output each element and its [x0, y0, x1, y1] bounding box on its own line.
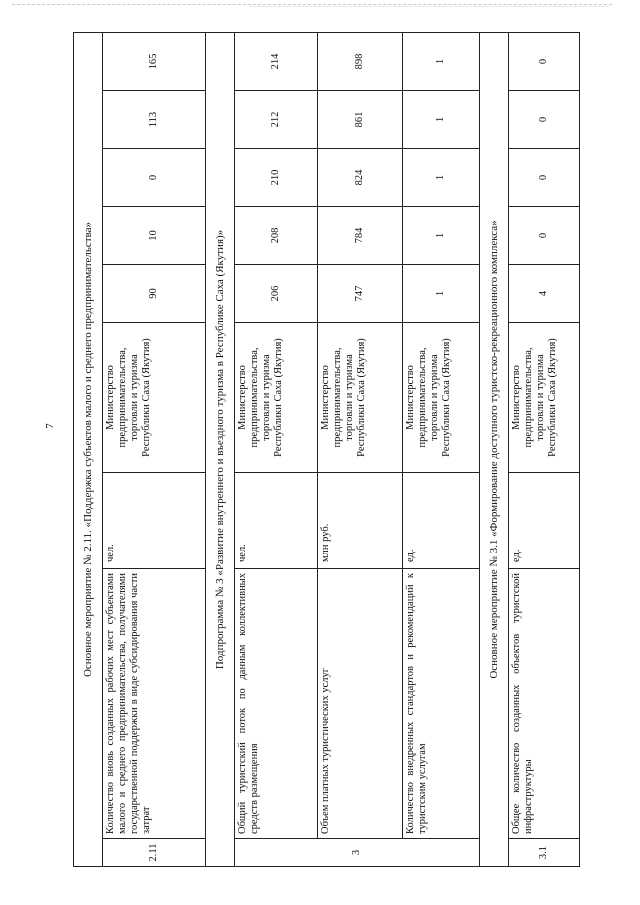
value-cell: 0 — [509, 149, 580, 207]
unit-of-measure: млн руб. — [318, 473, 403, 569]
value-cell: 0 — [509, 32, 580, 90]
unit-of-measure: ед. — [403, 473, 480, 569]
table-row — [235, 32, 318, 866]
row-number: 3.1 — [509, 839, 580, 867]
indicator-name: Общее количество созданных объектов туристской инфраструктуры — [509, 569, 580, 839]
value-cell: 861 — [318, 91, 403, 149]
section-heading: Основное мероприятие № 2.11. «Поддержка субъектов малого и среднего предпринимательства» — [74, 32, 103, 866]
value-cell: 90 — [103, 265, 206, 323]
unit-of-measure: ед. — [509, 473, 580, 569]
value-cell: 206 — [235, 265, 318, 323]
value-cell: 1 — [403, 265, 480, 323]
page-number: 7 — [44, 423, 56, 429]
table-row — [318, 32, 403, 866]
value-cell: 0 — [509, 91, 580, 149]
unit-of-measure: чел. — [235, 473, 318, 569]
section-heading: Основное мероприятие № 3.1 «Формирование доступного туристско-рекреационного комплекса» — [480, 32, 509, 866]
responsible-executor: Министерство предпринимательства, торговли и туризма Республики Саха (Якутия) — [103, 323, 206, 473]
row-number: 3 — [235, 839, 480, 867]
section-heading: Подпрограмма № 3 «Развитие внутреннего и въездного туризма в Республике Саха (Якутия)» — [206, 32, 235, 866]
indicator-name: Количество вновь созданных рабочих мест субъектами малого и среднего предпринимательства, получателями государственной поддержки в виде субсидирования части затрат — [103, 569, 206, 839]
indicator-name: Количество внедренных стандартов и рекомендаций к туристским услугам — [403, 569, 480, 839]
value-cell: 784 — [318, 207, 403, 265]
value-cell: 1 — [403, 91, 480, 149]
value-cell: 1 — [403, 149, 480, 207]
indicators-table — [73, 32, 580, 867]
value-cell: 208 — [235, 207, 318, 265]
table-row — [509, 32, 580, 866]
value-cell: 212 — [235, 91, 318, 149]
value-cell: 210 — [235, 149, 318, 207]
value-cell: 1 — [403, 207, 480, 265]
scan-artifact-line — [12, 4, 612, 5]
responsible-executor: Министерство предпринимательства, торговли и туризма Республики Саха (Якутия) — [235, 323, 318, 473]
value-cell: 165 — [103, 32, 206, 90]
section-row-2-11 — [74, 32, 103, 866]
value-cell: 0 — [103, 149, 206, 207]
value-cell: 898 — [318, 32, 403, 90]
value-cell: 747 — [318, 265, 403, 323]
value-cell: 214 — [235, 32, 318, 90]
indicator-name: Общий туристский поток по данным коллективных средств размещения — [235, 569, 318, 839]
responsible-executor: Министерство предпринимательства, торговли и туризма Республики Саха (Якутия) — [509, 323, 580, 473]
value-cell: 4 — [509, 265, 580, 323]
section-row-subprogram-3 — [206, 32, 235, 866]
row-number: 2.11 — [103, 839, 206, 867]
section-row-3-1 — [480, 32, 509, 866]
unit-of-measure: чел. — [103, 473, 206, 569]
responsible-executor: Министерство предпринимательства, торговли и туризма Республики Саха (Якутия) — [318, 323, 403, 473]
responsible-executor: Министерство предпринимательства, торговли и туризма Республики Саха (Якутия) — [403, 323, 480, 473]
value-cell: 0 — [509, 207, 580, 265]
value-cell: 113 — [103, 91, 206, 149]
table-row — [403, 32, 480, 866]
scan-artifact-line — [250, 6, 610, 7]
table-row — [103, 32, 206, 866]
value-cell: 1 — [403, 32, 480, 90]
value-cell: 10 — [103, 207, 206, 265]
indicator-name: Объем платных туристических услуг — [318, 569, 403, 839]
indicators-table-sheet — [73, 33, 566, 867]
value-cell: 824 — [318, 149, 403, 207]
